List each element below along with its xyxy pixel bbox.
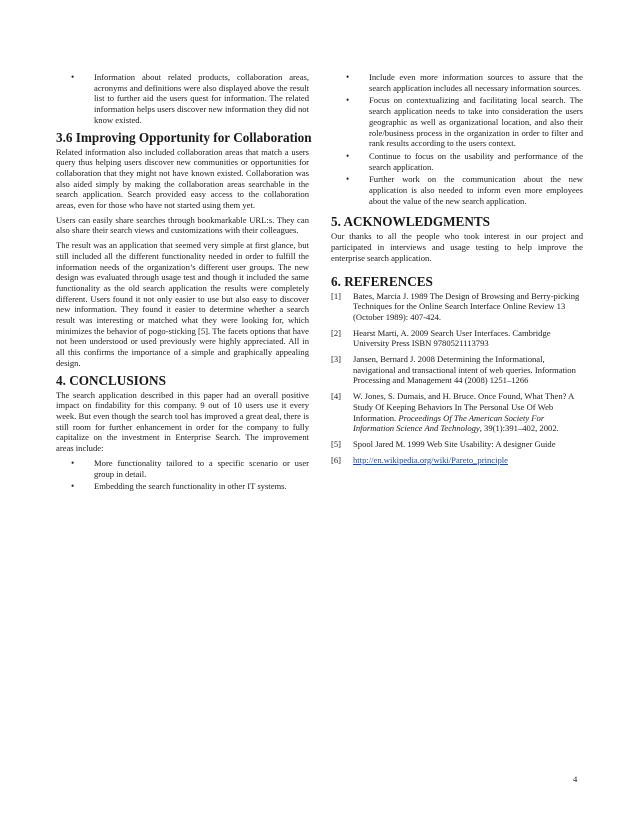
reference-text: Bates, Marcia J. 1989 The Design of Browsing and Berry-picking Techniques for the Online Search Interface Online Review 13 (October 1989): 407-424. (353, 290, 580, 322)
list-item (331, 95, 583, 149)
reference-link[interactable]: http://en.wikipedia.org/wiki/Pareto_principle (353, 454, 508, 465)
reference-item (331, 328, 583, 349)
reference-journal-title: Proceedings Of The American Society For Information Science And Technology (353, 412, 545, 434)
bullet-icon: • (346, 150, 350, 161)
paragraph: Users can easily share searches through bookmarkable URL:s. They can also share their search views and customizations with their colleagues. (56, 214, 309, 236)
reference-text: Spool Jared M. 1999 Web Site Usability: A designer Guide (353, 438, 556, 449)
bullet-icon: • (71, 72, 75, 82)
bullet-icon: • (346, 72, 350, 82)
section-heading-conclusions: 4. CONCLUSIONS (56, 372, 166, 388)
paragraph: The search application described in this paper had an overall positive impact on findability for this company. 9 out of 10 users use it every week. But even though the search tool has improved a great deal, there is still room for further enhancement in order for the company to fully capitalize on the investment in Enterprise Search. The improvement areas include: (56, 389, 309, 454)
left-column (56, 72, 312, 494)
bullet-icon: • (346, 174, 350, 185)
reference-number: [3] (331, 354, 342, 365)
bullet-text: Further work on the communication about the new application is also needed to inform even more employees about the value of the new search application. (369, 174, 583, 206)
list-item (56, 72, 309, 126)
section-heading-3-6: 3.6 Improving Opportunity for Collaboration (56, 129, 312, 145)
reference-text-pre: W. Jones, S. Dumais, and H. Bruce. Once Found, What Then? A Study Of Keeping Behaviors In The Personal Use Of Web Information. (353, 391, 574, 423)
right-column (331, 72, 583, 470)
list-item (331, 174, 583, 206)
left-top-bullet-list (56, 72, 309, 126)
list-item (331, 72, 583, 93)
reference-item (331, 291, 583, 323)
bullet-text: Embedding the search functionality in other IT systems. (94, 481, 287, 492)
reference-item (331, 391, 583, 434)
reference-number: [4] (331, 391, 342, 402)
reference-list (331, 291, 583, 466)
paragraph: The result was an application that seemed very simple at first glance, but still included all the different functionality needed in order to fulfill the information needs of the organization’s different user groups. The new design was evaluated through usage test and though it included the same functionality as the old search application the results were completely different. Users found it not only easier to use but also easy to discover new information. They found it easier to determine whether a search result was interesting or matched what they were looking for, which minimizes the behavior of pogo-sticking [5]. The facets options that have not been understood or used previously were highly appreciated. All in all this confirms the importance of a simple and graphically appealing design. (56, 240, 309, 368)
bullet-text: Continue to focus on the usability and performance of the search application. (369, 150, 583, 172)
right-top-bullet-list (331, 72, 583, 206)
list-item (56, 481, 309, 492)
bullet-text: More functionality tailored to a specific scenario or user group in detail. (94, 457, 309, 479)
bullet-icon: • (71, 481, 75, 492)
reference-number: [6] (331, 454, 342, 465)
reference-number: [5] (331, 438, 342, 449)
paragraph: Related information also included collaboration areas that match a users query thus helping users discover new communities or opportunities for collaboration that they might not have known existed. Collaboration was also aided simply by making the collaboration areas searchable in the search application. Search provided easy access to the collaboration areas, even for those who have not started using them yet. (56, 146, 309, 211)
bullet-text: Information about related products, collaboration areas, acronyms and definitions were also displayed above the result list to further aid the users quest for information. The related information helps users discover new information they did not know existed. (94, 72, 309, 125)
page-number: 4 (573, 774, 578, 784)
reference-number: [1] (331, 290, 342, 301)
conclusions-bullet-list (56, 458, 309, 492)
list-item (56, 458, 309, 479)
bullet-icon: • (71, 457, 75, 468)
bullet-text: Include even more information sources to assure that the search application includes all necessary information sources. (369, 72, 583, 93)
list-item (331, 151, 583, 172)
reference-item (331, 354, 583, 386)
section-heading-references: 6. REFERENCES (331, 273, 433, 289)
paragraph: Our thanks to all the people who took interest in our project and participated in interviews and usage testing to help improve the enterprise search application. (331, 231, 583, 263)
reference-text-post: , 39(1):391–402, 2002. (479, 423, 559, 434)
reference-item (331, 439, 583, 450)
section-heading-acknowledgments: 5. ACKNOWLEDGMENTS (331, 214, 491, 230)
reference-item (331, 455, 583, 466)
bullet-text: Focus on contextualizing and facilitating local search. The search application needs to take into consideration the users geographic as well as organizational location, and also their role/business process in the organization in order to filter and rank results according to the users context. (369, 95, 583, 149)
reference-number: [2] (331, 327, 342, 338)
bullet-icon: • (346, 95, 350, 106)
reference-text: Jansen, Bernard J. 2008 Determining the Informational, navigational and transactional intent of web queries. Information Processing and Management 44 (2008) 1251–1266 (353, 354, 576, 386)
reference-text: Hearst Marti, A. 2009 Search User Interfaces. Cambridge University Press ISBN 9780521113793 (353, 327, 551, 349)
